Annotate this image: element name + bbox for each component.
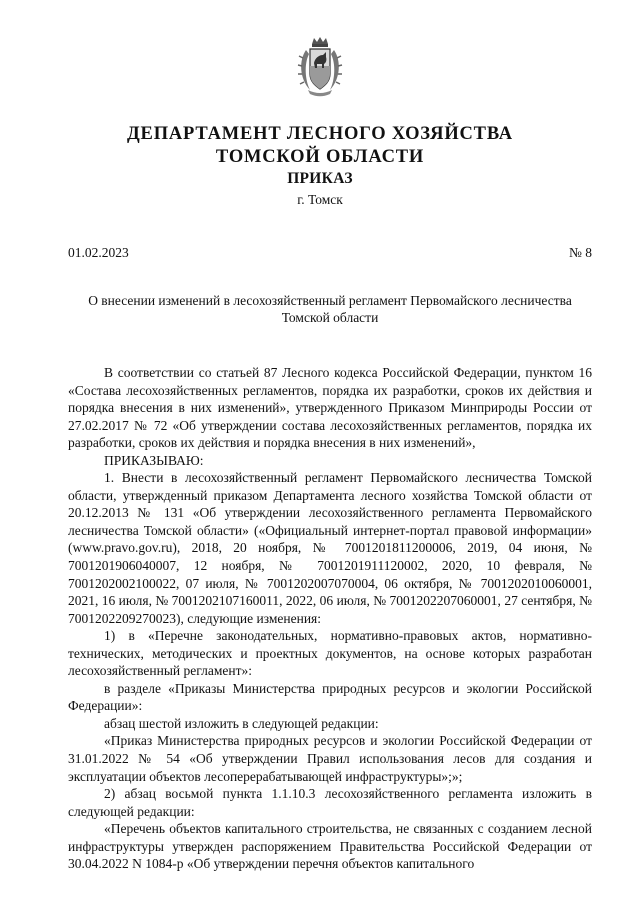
document-number: № 8: [568, 245, 592, 260]
city: г. Томск: [297, 192, 343, 207]
document-title: [68, 292, 592, 326]
body-paragraph: абзац шестой изложить в следующей редакции:: [104, 715, 379, 731]
title-line: Томской области: [281, 310, 379, 325]
body-paragraph: в разделе «Приказы Министерства природных ресурсов и экологии Российской Федерации»:: [68, 680, 592, 714]
body-paragraph: 1. Внести в лесохозяйственный регламент Первомайского лесничества Томской области, утвержденный приказом Департамента лесного хозяйства Томской области от 20.12.2013 № 131 «Об утверждении лесохозяйственного регламента Первомайского лесничества Томской области» («Официальный интернет-портал правовой информации» (www.pravo.gov.ru), 2018, 20 ноября, № 7001201811200006, 2019, 04 июня, № 7001201906040007, 12 ноября, № 7001201911120002, 2020, 10 февраля, № 7001202002100022, 07 июля, № 7001202007070004, 06 октября, № 7001202010060001, 2021, 16 июля, № 7001202107160011, 2022, 06 июля, № 7001202207060001, 27 сентября, № 7001202209270023), следующие изменения:: [68, 470, 592, 626]
preamble-paragraph: В соответствии со статьей 87 Лесного кодекса Российской Федерации, пунктом 16 «Состава лесохозяйственных регламентов, порядка их разработки, сроков их действия и порядка внесения в них изменений», утвержденного Приказом Минприроды России от 27.02.2017 № 72 «Об утверждении состава лесохозяйственных регламентов, порядка их разработки, сроков их действия и порядка внесения в них изменений»,: [68, 365, 592, 451]
document-type: ПРИКАЗ: [287, 170, 353, 187]
document-date: 01.02.2023: [68, 245, 129, 260]
document-body: [68, 364, 592, 873]
body-paragraph: 2) абзац восьмой пункта 1.1.10.3 лесохозяйственного регламента изложить в следующей редакции:: [68, 786, 592, 819]
coat-of-arms-icon: [296, 36, 344, 98]
department-name-line1: ДЕПАРТАМЕНТ ЛЕСНОГО ХОЗЯЙСТВА: [127, 124, 513, 144]
department-name-line2: ТОМСКОЙ ОБЛАСТИ: [215, 147, 425, 167]
body-paragraph: 1) в «Перечне законодательных, нормативно-правовых актов, нормативно-технических, методических и проектных документов, на основе которых разработан лесохозяйственный регламент»:: [68, 628, 592, 679]
body-paragraph: «Перечень объектов капитального строительства, не связанных с созданием лесной инфраструктуры утвержден распоряжением Правительства Российской Федерации от 30.04.2022 N 1084-р «Об утверждении перечня объектов капитального: [68, 821, 592, 872]
title-line: О внесении изменений в лесохозяйственный регламент Первомайского лесничества: [88, 293, 572, 308]
order-keyword: ПРИКАЗЫВАЮ:: [104, 452, 204, 468]
body-paragraph: «Приказ Министерства природных ресурсов и экологии Российской Федерации от 31.01.2022 № 54 «Об утверждении Правил использования лесов для создания и эксплуатации объектов лесоперерабатывающей инфраструктуры»;»;: [68, 733, 592, 784]
